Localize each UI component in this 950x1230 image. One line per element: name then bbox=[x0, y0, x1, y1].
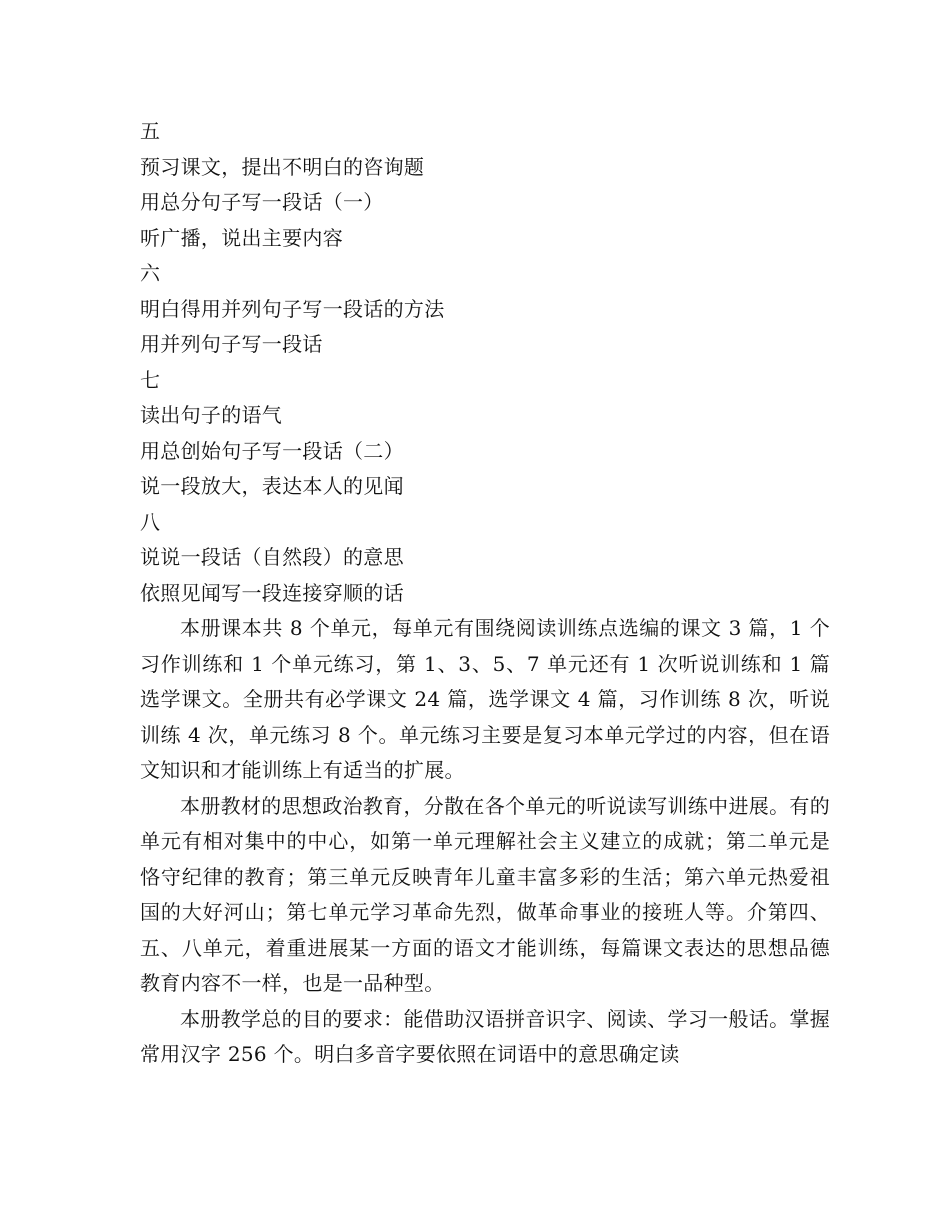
body-paragraph: 本册教材的思想政治教育，分散在各个单元的听说读写训练中进展。有的单元有相对集中的中心，如第一单元理解社会主义建立的成就；第二单元是恪守纪律的教育；第三单元反映青年儿童丰富多彩的生活；第六单元热爱祖国的大好河山；第七单元学习革命先烈，做革命事业的接班人等。介第四、五、八单元，着重进展某一方面的语文才能训练，每篇课文表达的思想品德教育内容不一样，也是一品种型。 bbox=[140, 793, 830, 995]
list-item: 听广播，说出主要内容 bbox=[140, 225, 343, 250]
list-item: 用总分句子写一段话（一） bbox=[140, 190, 384, 214]
body-paragraph: 本册教学总的目的要求：能借助汉语拼音识字、阅读、学习一般话。掌握常用汉字 256 个。明白多音字要依照在词语中的意思确定读 bbox=[140, 1006, 830, 1066]
list-item: 说说一段话（自然段）的意思 bbox=[140, 545, 404, 569]
list-item: 用总创始句子写一段话（二） bbox=[140, 438, 404, 463]
list-item: 用并列句子写一段话 bbox=[140, 332, 323, 356]
section-heading-7: 七 bbox=[140, 367, 161, 392]
list-item: 预习课文，提出不明白的咨询题 bbox=[140, 154, 425, 179]
section-heading-5: 五 bbox=[140, 119, 161, 143]
document-body bbox=[140, 114, 830, 1073]
list-item: 明白得用并列句子写一段话的方法 bbox=[140, 296, 445, 321]
section-heading-6: 六 bbox=[140, 261, 161, 285]
body-paragraph: 本册课本共 8 个单元，每单元有围绕阅读训练点选编的课文 3 篇，1 个习作训练和 1 个单元练习，第 1、3、5、7 单元还有 1 次听说训练和 1 篇选学课文。全册共有必学课文 24 篇，选学课文 4 篇，习作训练 8 次，听说训练 4 次，单元练习 8 个。单元练习主要是复习本单元学过的内容，但在语文知识和才能训练上有适当的扩展。 bbox=[140, 616, 830, 782]
list-item: 读出句子的语气 bbox=[140, 403, 283, 427]
list-item: 说一段放大，表达本人的见闻 bbox=[140, 474, 404, 498]
section-heading-8: 八 bbox=[140, 509, 161, 534]
list-item: 依照见闻写一段连接穿顺的话 bbox=[140, 580, 404, 605]
